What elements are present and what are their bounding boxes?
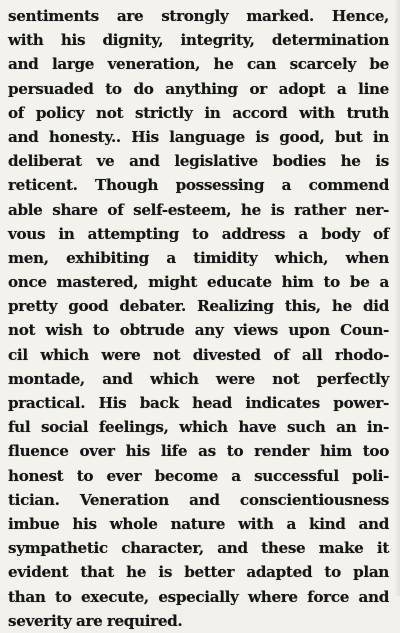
text-line-24: evident that he is better adapted to plan <box>8 563 389 582</box>
text-line-15: cil which were not divested of all rhodo- <box>8 345 389 364</box>
text-line-14: not wish to obtrude any views upon Coun- <box>8 321 389 340</box>
text-line-2: with his dignity, integrity, determination <box>8 31 389 50</box>
text-line-16: montade, and which were not perfectly <box>8 369 389 388</box>
text-line-9: able share of self-esteem, he is rather ner- <box>8 200 389 219</box>
text-line-26: severity are required. <box>8 611 183 630</box>
text-line-18: ful social feelings, which have such an in- <box>8 418 389 437</box>
text-line-25: than to execute, especially where force and <box>8 587 389 606</box>
text-line-22: imbue his whole nature with a kind and <box>8 514 389 533</box>
text-line-8: reticent. Though possessing a commend <box>8 176 389 195</box>
text-line-13: pretty good debater. Realizing this, he did <box>8 297 389 316</box>
text-line-10: vous in attempting to address a body of <box>8 224 389 243</box>
article-column <box>8 4 389 633</box>
text-line-23: sympathetic character, and these make it <box>8 539 389 558</box>
text-line-19: fluence over his life as to render him too <box>8 442 389 461</box>
text-line-12: once mastered, might educate him to be a <box>8 273 389 292</box>
text-line-7: deliberat ve and legislative bodies he is <box>8 152 389 171</box>
text-line-3: and large veneration, he can scarcely be <box>8 55 389 74</box>
text-line-4: persuaded to do anything or adopt a line <box>8 79 389 98</box>
page-edge-shadow <box>394 0 400 596</box>
text-line-1: sentiments are strongly marked. Hence, <box>8 7 389 25</box>
text-line-5: of policy not strictly in accord with truth <box>8 103 389 122</box>
text-line-11: men, exhibiting a timidity which, when <box>8 248 389 267</box>
text-line-6: and honesty.. His language is good, but in <box>8 127 389 146</box>
text-line-21: tician. Veneration and conscientiousness <box>8 490 389 509</box>
text-line-20: honest to ever become a successful poli- <box>8 466 389 485</box>
text-line-17: practical. His back head indicates power- <box>8 394 389 412</box>
